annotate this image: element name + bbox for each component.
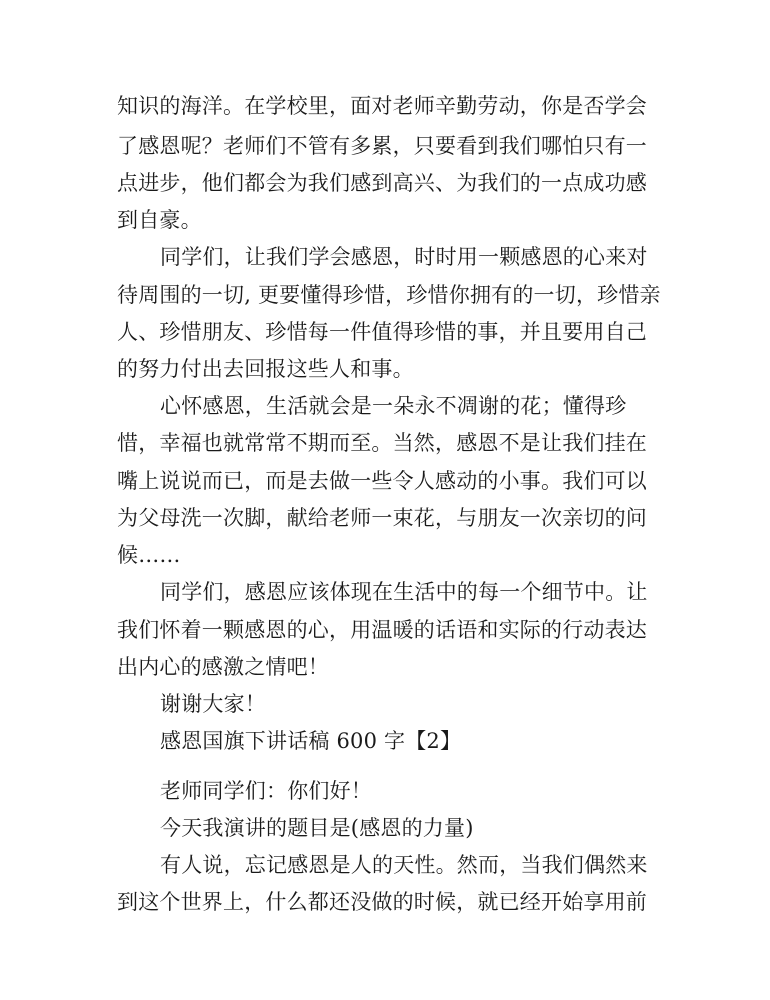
paragraph-first-line: 同学们，让我们学会感恩，时时用一颗感恩的心来对: [160, 245, 648, 269]
body-text-line: 嘴上说说而已，而是去做一些令人感动的小事。我们可以: [117, 469, 647, 493]
body-text-line: 出内心的感激之情吧！: [117, 655, 329, 679]
body-text-line: 为父母洗一次脚，献给老师一束花，与朋友一次亲切的问: [117, 506, 647, 530]
body-text-line: 到自豪。: [117, 208, 202, 232]
salutation-line: 老师同学们：你们好！: [160, 779, 372, 803]
section-heading: 感恩国旗下讲话稿 600 字【2】: [160, 729, 462, 753]
body-text-line: 点进步，他们都会为我们感到高兴、为我们的一点成功感: [117, 171, 647, 195]
body-text-line: 人、珍惜朋友、珍惜每一件值得珍惜的事，并且要用自己: [117, 320, 647, 344]
body-text-line: 知识的海洋。在学校里，面对老师辛勤劳动，你是否学会: [117, 94, 647, 118]
paragraph-first-line: 有人说，忘记感恩是人的天性。然而，当我们偶然来: [160, 853, 648, 877]
speech-topic-line: 今天我演讲的题目是(感恩的力量): [160, 816, 474, 840]
body-text-line: 的努力付出去回报这些人和事。: [117, 357, 414, 381]
body-text-line: 候……: [117, 543, 181, 567]
body-text-line: 惜，幸福也就常常不期而至。当然，感恩不是让我们挂在: [117, 431, 647, 455]
paragraph-first-line: 同学们，感恩应该体现在生活中的每一个细节中。让: [160, 580, 648, 604]
body-text-line: 我们怀着一颗感恩的心，用温暖的话语和实际的行动表达: [117, 618, 647, 642]
body-text-line: 了感恩呢？老师们不管有多累，只要看到我们哪怕只有一: [117, 134, 647, 158]
body-text-line: 到这个世界上，什么都还没做的时候，就已经开始享用前: [117, 890, 647, 914]
body-text-line: 待周围的一切, 更要懂得珍惜，珍惜你拥有的一切，珍惜亲: [117, 283, 661, 307]
paragraph-first-line: 心怀感恩，生活就会是一朵永不凋谢的花；懂得珍: [160, 394, 627, 418]
closing-line: 谢谢大家！: [160, 692, 266, 716]
